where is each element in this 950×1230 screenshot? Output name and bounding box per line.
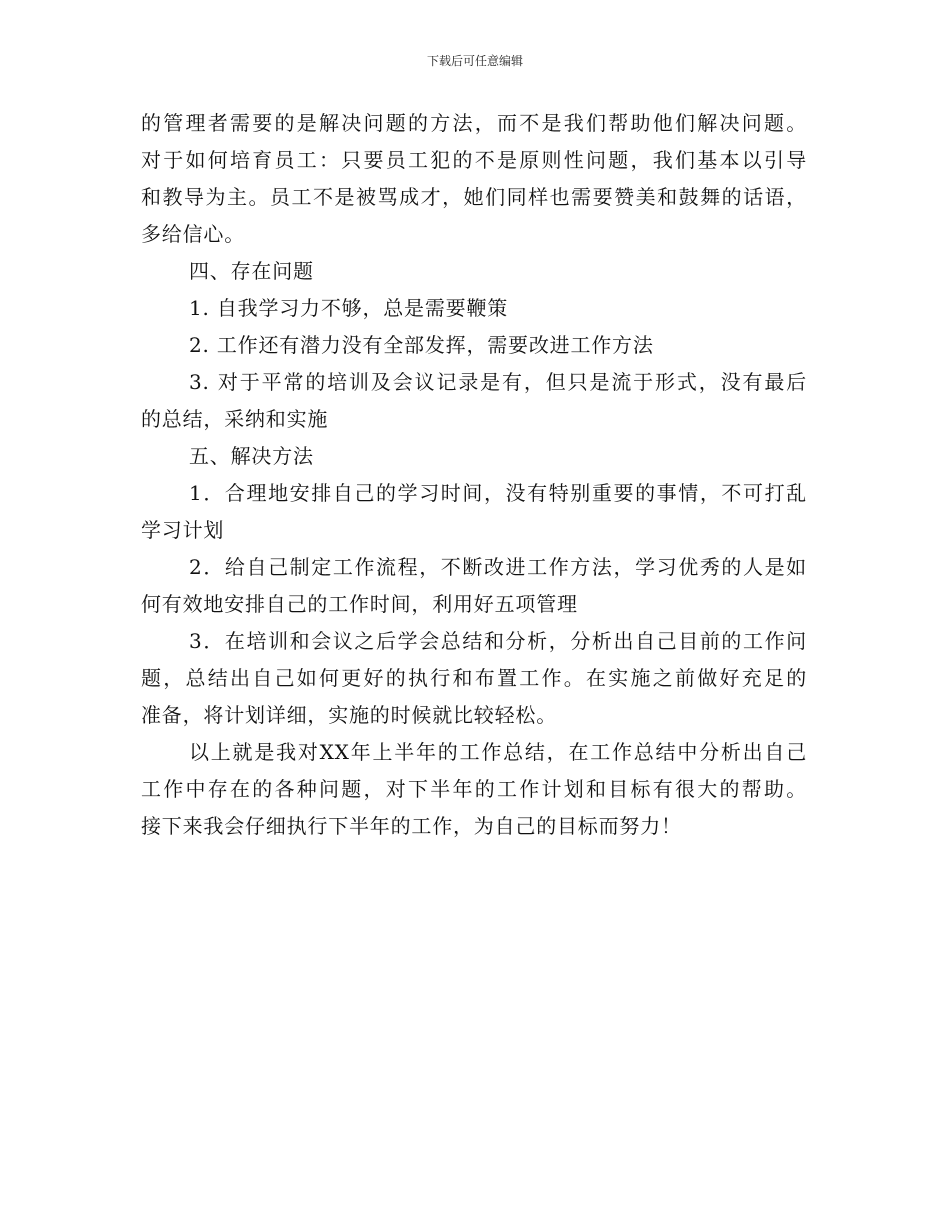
text-line: 何有效地安排自己的工作时间，利用好五项管理 (141, 592, 578, 616)
text-line: 五、解决方法 (189, 444, 314, 468)
text-line: 题，总结出自己如何更好的执行和布置工作。在实施之前做好充足的 (141, 666, 807, 690)
text-line: 工作中存在的各种问题，对下半年的工作计划和目标有很大的帮助。 (141, 777, 807, 801)
text-line: 多给信心。 (141, 222, 245, 246)
text-line: 的管理者需要的是解决问题的方法，而不是我们帮助他们解决问题。 (141, 111, 807, 135)
text-line: 和教导为主。员工不是被骂成才，她们同样也需要赞美和鼓舞的话语， (141, 185, 807, 209)
text-line: 四、存在问题 (189, 259, 314, 283)
text-line: 的总结，采纳和实施 (141, 407, 329, 431)
text-line: 1. 自我学习力不够，总是需要鞭策 (189, 296, 509, 320)
text-line: 以上就是我对XX年上半年的工作总结，在工作总结中分析出自己 (189, 740, 807, 764)
text-line: 1．合理地安排自己的学习时间，没有特别重要的事情，不可打乱 (189, 481, 807, 505)
text-line: 学习计划 (141, 518, 225, 542)
text-line: 3. 对于平常的培训及会议记录是有，但只是流于形式，没有最后 (189, 370, 807, 394)
text-line: 2. 工作还有潜力没有全部发挥，需要改进工作方法 (189, 333, 654, 357)
document-body (141, 105, 807, 845)
text-line: 对于如何培育员工：只要员工犯的不是原则性问题，我们基本以引导 (141, 148, 807, 172)
text-line: 准备，将计划详细，实施的时候就比较轻松。 (141, 703, 557, 727)
text-line: 2．给自己制定工作流程，不断改进工作方法，学习优秀的人是如 (189, 555, 807, 579)
page-header: 下载后可任意编辑 (426, 54, 523, 68)
text-line: 3．在培训和会议之后学会总结和分析，分析出自己目前的工作问 (189, 629, 807, 653)
text-line: 接下来我会仔细执行下半年的工作，为自己的目标而努力！ (141, 814, 682, 838)
